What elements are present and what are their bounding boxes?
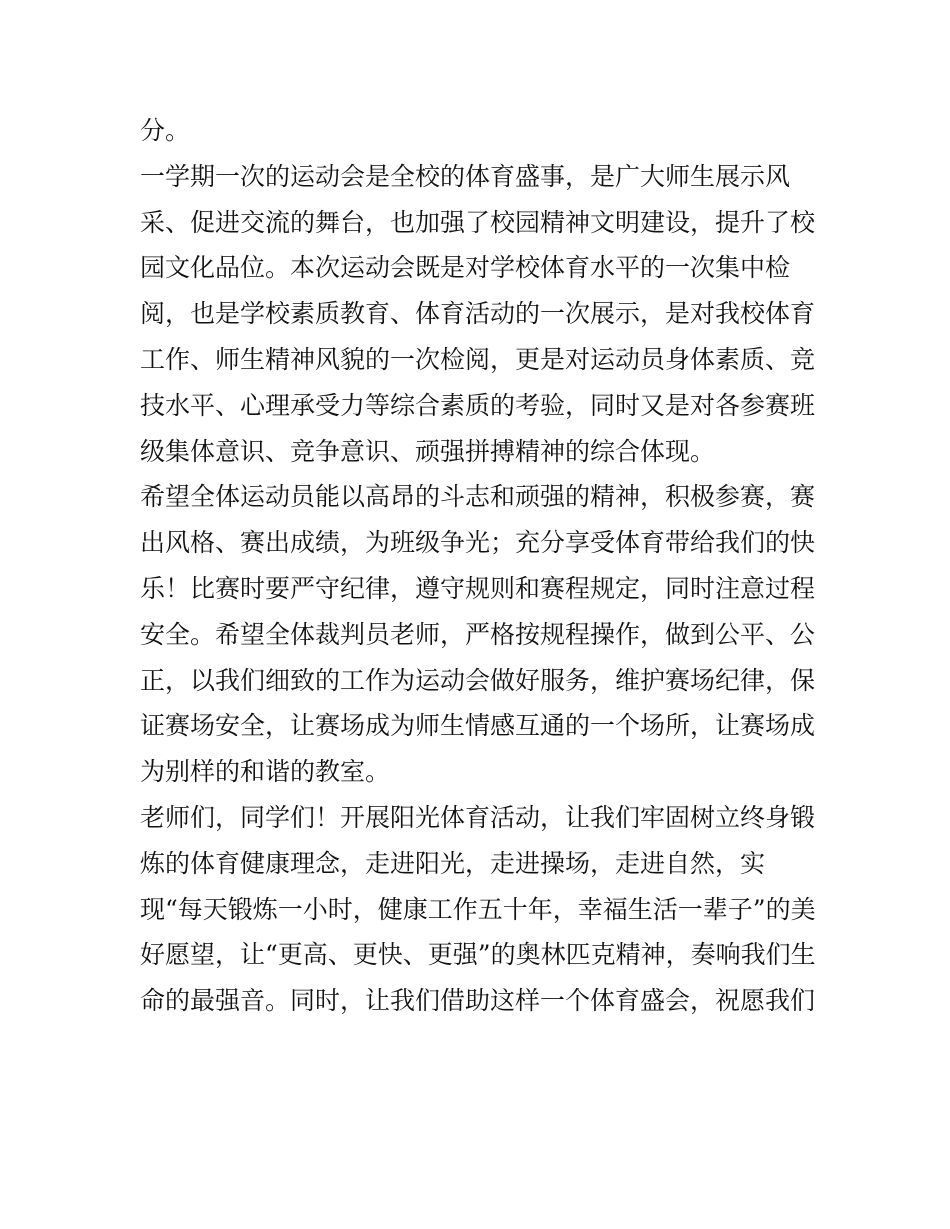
text-line-2: 一学期一次的运动会是全校的体育盛事，是广大师生展示风 xyxy=(140,161,791,191)
text-line-9: 希望全体运动员能以高昂的斗志和顽强的精神，积极参赛，赛 xyxy=(140,482,816,512)
body-text xyxy=(140,108,820,1024)
text-line-5: 阅，也是学校素质教育、体育活动的一次展示，是对我校体育 xyxy=(140,299,816,329)
text-line-12: 安全。希望全体裁判员老师，严格按规程操作，做到公平、公 xyxy=(140,619,816,649)
text-line-11: 乐！比赛时要严守纪律，遵守规则和赛程规定，同时注意过程 xyxy=(140,573,816,603)
text-line-17: 炼的体育健康理念，走进阳光，走进操场，走进自然，实 xyxy=(140,848,766,878)
text-line-6: 工作、师生精神风貌的一次检阅，更是对运动员身体素质、竞 xyxy=(140,344,816,374)
text-line-13: 正，以我们细致的工作为运动会做好服务，维护赛场纪律，保 xyxy=(140,665,816,695)
text-line-1: 分。 xyxy=(140,116,191,145)
text-line-7: 技水平、心理承受力等综合素质的考验，同时又是对各参赛班 xyxy=(140,390,816,420)
text-line-8: 级集体意识、竞争意识、顽强拼搏精神的综合体现。 xyxy=(140,436,716,466)
text-line-3: 采、促进交流的舞台，也加强了校园精神文明建设，提升了校 xyxy=(140,207,816,237)
text-line-20: 命的最强音。同时，让我们借助这样一个体育盛会，祝愿我们 xyxy=(140,986,816,1016)
text-line-14: 证赛场安全，让赛场成为师生情感互通的一个场所，让赛场成 xyxy=(140,711,816,741)
text-line-15: 为别样的和谐的教室。 xyxy=(140,757,391,787)
text-line-4: 园文化品位。本次运动会既是对学校体育水平的一次集中检 xyxy=(140,253,791,283)
text-line-16: 老师们，同学们！开展阳光体育活动，让我们牢固树立终身锻 xyxy=(140,802,816,832)
text-line-19: 好愿望，让“更高、更快、更强”的奥林匹克精神，奏响我们生 xyxy=(140,940,816,970)
text-line-18: 现“每天锻炼一小时，健康工作五十年，幸福生活一辈子”的美 xyxy=(140,894,816,924)
text-line-10: 出风格、赛出成绩，为班级争光；充分享受体育带给我们的快 xyxy=(140,528,816,558)
